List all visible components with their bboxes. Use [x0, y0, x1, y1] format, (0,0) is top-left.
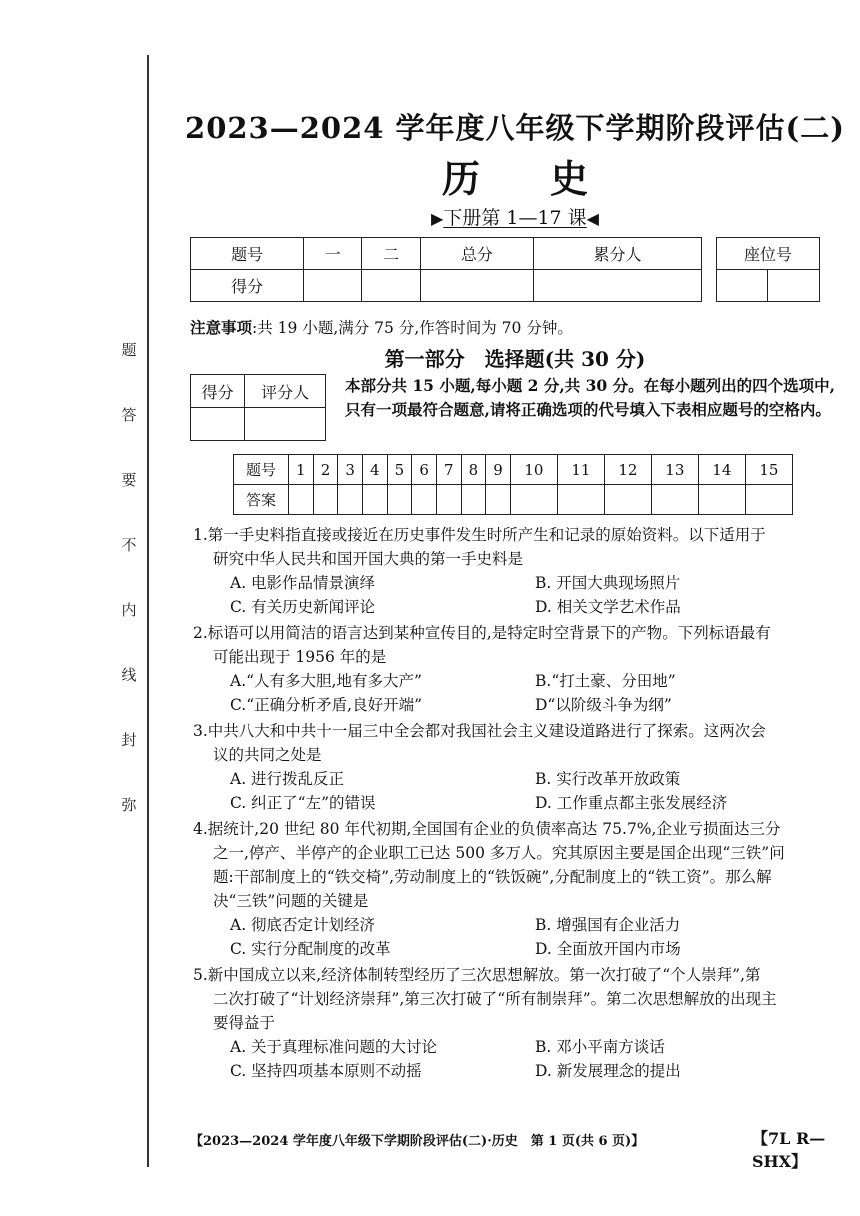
score-cell[interactable]	[420, 270, 533, 302]
question-stem: 2.标语可以用简洁的语言达到某种宣传目的,是特定时空背景下的产物。下列标语最有	[193, 624, 771, 642]
seal-char: 封	[121, 731, 137, 749]
answer-cell[interactable]	[362, 485, 387, 515]
binding-line	[147, 55, 149, 1167]
answer-row-label: 题号	[234, 455, 289, 485]
score-value-row	[191, 270, 702, 302]
exam-code: 【7L R—SHX】	[752, 1129, 826, 1171]
option: A. 进行拨乱反正	[230, 770, 345, 788]
question-stem: 题:干部制度上的“铁交椅”,劳动制度上的“铁饭碗”,分配制度上的“铁工资”。那么解	[213, 868, 772, 886]
triangle-right-icon: ▶	[431, 209, 444, 228]
part1-description: 本部分共 15 小题,每小题 2 分,共 30 分。在每小题列出的四个选项中,只有一项最符合题意,请将正确选项的代号填入下表相应题号的空格内。	[345, 376, 835, 419]
option: A. 关于真理标准问题的大讨论	[230, 1038, 438, 1056]
answer-row-label: 答案	[234, 485, 289, 515]
question-stem: 要得益于	[213, 1014, 276, 1032]
question-1	[193, 523, 843, 619]
question-stem: 决“三铁”问题的关键是	[213, 892, 369, 910]
answer-cell[interactable]	[338, 485, 363, 515]
seat-table	[716, 237, 820, 302]
question-stem: 4.据统计,20 世纪 80 年代初期,全国国有企业的负债率高达 75.7%,企业亏损面达三分	[193, 820, 781, 838]
option: C.“正确分析矛盾,良好开端”	[230, 696, 423, 714]
answer-cell[interactable]	[510, 485, 557, 515]
seal-char: 线	[121, 666, 137, 684]
seal-char: 答	[121, 406, 137, 424]
question-number: 1	[289, 455, 314, 485]
answer-cell[interactable]	[698, 485, 745, 515]
answer-cell[interactable]	[436, 485, 461, 515]
question-number: 13	[651, 455, 698, 485]
seal-char: 不	[121, 536, 137, 554]
seal-char: 题	[121, 341, 137, 359]
question-5	[193, 963, 843, 1083]
answer-row	[234, 485, 793, 515]
option: B. 增强国有企业活力	[535, 916, 681, 934]
answer-cell[interactable]	[461, 485, 486, 515]
notice-text: :共 19 小题,满分 75 分,作答时间为 70 分钟。	[252, 319, 573, 337]
question-number: 12	[604, 455, 651, 485]
grader-header: 评分人	[245, 375, 326, 408]
answer-number-row	[234, 455, 793, 485]
option: C. 有关历史新闻评论	[230, 598, 376, 616]
question-number: 11	[557, 455, 604, 485]
answer-cell[interactable]	[651, 485, 698, 515]
option: C. 实行分配制度的改革	[230, 940, 391, 958]
grader-cell[interactable]	[191, 408, 245, 441]
option: D. 相关文学艺术作品	[535, 598, 681, 616]
question-stem: 之一,停产、半停产的企业职工已达 500 多万人。究其原因主要是国企出现“三铁”问	[213, 844, 785, 862]
score-header-row	[191, 238, 702, 270]
option: D. 全面放开国内市场	[535, 940, 681, 958]
option: A. 电影作品情景演绎	[230, 574, 376, 592]
answer-cell[interactable]	[387, 485, 412, 515]
question-number: 8	[461, 455, 486, 485]
scope-text: 下册第 1—17 课	[443, 207, 587, 229]
scope-line	[185, 203, 845, 230]
seal-char: 要	[121, 471, 137, 489]
seat-cell[interactable]	[717, 270, 768, 302]
question-stem: 1.第一手史料指直接或接近在历史事件发生时所产生和记录的原始资料。以下适用于	[193, 526, 766, 544]
question-number: 15	[745, 455, 792, 485]
option: B. 实行改革开放政策	[535, 770, 681, 788]
answer-cell[interactable]	[313, 485, 338, 515]
grader-table	[190, 374, 326, 441]
answer-table	[233, 454, 793, 515]
notice	[190, 316, 573, 338]
score-header: 二	[362, 238, 420, 270]
question-number: 2	[313, 455, 338, 485]
score-header: 累分人	[533, 238, 701, 270]
answer-cell[interactable]	[557, 485, 604, 515]
question-4	[193, 817, 843, 961]
subject-title: 历史	[441, 156, 658, 201]
seat-label: 座位号	[717, 238, 820, 270]
score-header: 总分	[420, 238, 533, 270]
grader-header: 得分	[191, 375, 245, 408]
triangle-left-icon: ◀	[586, 209, 599, 228]
option: B. 邓小平南方谈话	[535, 1038, 665, 1056]
question-stem: 5.新中国成立以来,经济体制转型经历了三次思想解放。第一次打破了“个人崇拜”,第	[193, 966, 761, 984]
question-number: 10	[510, 455, 557, 485]
question-stem: 3.中共八大和中共十一届三中全会都对我国社会主义建设道路进行了探索。这两次会	[193, 722, 766, 740]
part1-title: 第一部分 选择题(共 30 分)	[384, 347, 646, 371]
question-number: 9	[486, 455, 511, 485]
question-number: 7	[436, 455, 461, 485]
score-cell[interactable]	[304, 270, 362, 302]
question-2	[193, 621, 843, 717]
seat-cell[interactable]	[768, 270, 820, 302]
page-footer: 【2023—2024 学年度八年级下学期阶段评估(二)·历史 第 1 页(共 6 页)】	[190, 1134, 645, 1149]
answer-cell[interactable]	[604, 485, 651, 515]
score-cell[interactable]	[533, 270, 701, 302]
question-3	[193, 719, 843, 815]
question-number: 3	[338, 455, 363, 485]
score-header: 题号	[191, 238, 304, 270]
answer-cell[interactable]	[412, 485, 437, 515]
question-stem: 议的共同之处是	[213, 746, 322, 764]
grader-cell[interactable]	[245, 408, 326, 441]
option: A.“人有多大胆,地有多大产”	[230, 672, 422, 690]
seal-char: 内	[121, 601, 137, 619]
option: D“以阶级斗争为纲”	[535, 696, 672, 714]
score-header: 一	[304, 238, 362, 270]
question-number: 4	[362, 455, 387, 485]
seal-char: 弥	[121, 796, 137, 814]
option: C. 坚持四项基本原则不动摇	[230, 1062, 422, 1080]
seal-line-text	[118, 340, 140, 860]
exam-title: 2023—2024 学年度八年级下学期阶段评估(二)	[185, 111, 845, 145]
option: A. 彻底否定计划经济	[230, 916, 376, 934]
option: D. 新发展理念的提出	[535, 1062, 681, 1080]
option: D. 工作重点都主张发展经济	[535, 794, 728, 812]
score-cell[interactable]	[362, 270, 420, 302]
score-table	[190, 237, 702, 302]
answer-cell[interactable]	[486, 485, 511, 515]
question-stem: 可能出现于 1956 年的是	[213, 648, 387, 666]
question-number: 14	[698, 455, 745, 485]
option: C. 纠正了“左”的错误	[230, 794, 376, 812]
score-row-label: 得分	[191, 270, 304, 302]
notice-label: 注意事项	[190, 318, 253, 337]
question-stem: 研究中华人民共和国开国大典的第一手史料是	[213, 550, 524, 568]
question-number: 6	[412, 455, 437, 485]
option: B. 开国大典现场照片	[535, 574, 681, 592]
answer-cell[interactable]	[289, 485, 314, 515]
question-number: 5	[387, 455, 412, 485]
answer-cell[interactable]	[745, 485, 792, 515]
question-stem: 二次打破了“计划经济崇拜”,第三次打破了“所有制崇拜”。第二次思想解放的出现主	[213, 990, 777, 1008]
option: B.“打土豪、分田地”	[535, 672, 676, 690]
